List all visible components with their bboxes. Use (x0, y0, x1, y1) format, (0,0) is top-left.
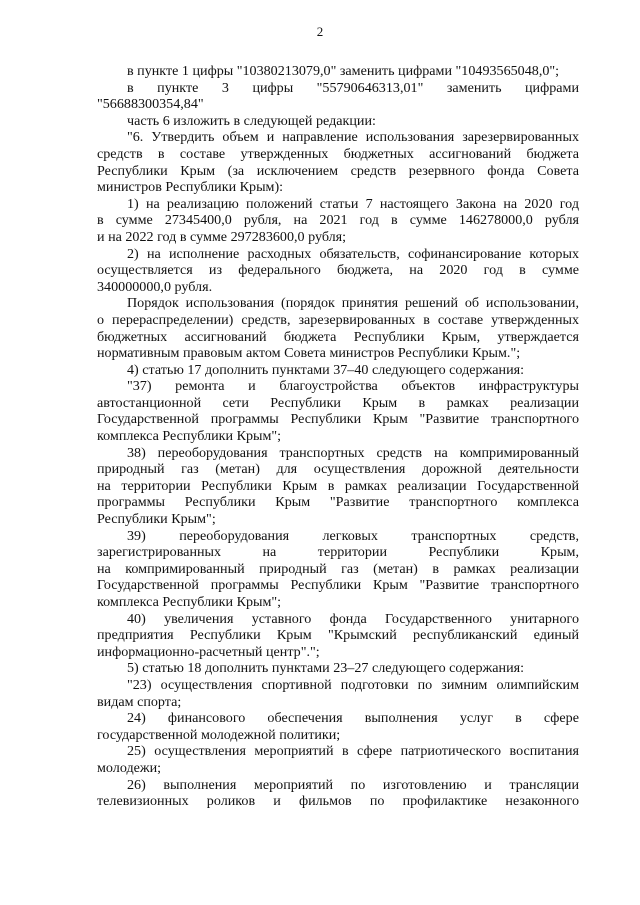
text-line: Республики Крым (за исключением средств резервного фонда Совета (97, 162, 579, 179)
text-line: бюджетных ассигнований бюджета Республики Крым, утверждается (97, 328, 579, 345)
text-line: природный газ (метан) для осуществления дорожной деятельности (97, 461, 579, 478)
text-line: на компримированный природный газ (метан) в рамках реализации (97, 560, 579, 577)
text-line: государственной молодежной политики; (97, 726, 341, 743)
text-line: 26) выполнения мероприятий по изготовлению и трансляции (127, 776, 579, 793)
text-line: на территории Республики Крым в рамках реализации Государственной (97, 477, 579, 494)
text-line: видам спорта; (97, 693, 182, 710)
text-line: программы Республики Крым "Развитие транспортного комплекса (97, 494, 579, 511)
text-line: автостанционной сети Республики Крым в рамках реализации (97, 394, 579, 411)
text-line: министров Республики Крым): (97, 179, 284, 196)
text-line: 1) на реализацию положений статьи 7 настоящего Закона на 2020 год (127, 195, 579, 212)
text-line: Порядок использования (порядок принятия решений об использовании, (127, 295, 579, 312)
text-line: 25) осуществления мероприятий в сфере патриотического воспитания (127, 743, 579, 760)
text-line: часть 6 изложить в следующей редакции: (127, 112, 376, 129)
text-line: комплекса Республики Крым"; (97, 428, 282, 445)
document-body (97, 63, 579, 810)
page-number: 2 (316, 24, 324, 39)
text-line: зарегистрированных на территории Республики Крым, (97, 544, 579, 561)
text-line: 24) финансового обеспечения выполнения услуг в сфере (127, 710, 579, 727)
text-line: "56688300354,84" (97, 96, 204, 113)
text-line: в пункте 1 цифры "10380213079,0" заменить цифрами "10493565048,0"; (127, 63, 560, 79)
text-line: о перераспределении) средств, зарезервированных в составе утвержденных (97, 311, 579, 328)
text-line: 4) статью 17 дополнить пунктами 37–40 следующего содержания: (127, 361, 525, 378)
text-line: молодежи; (97, 759, 162, 776)
text-line: комплекса Республики Крым"; (97, 594, 282, 610)
text-line: "37) ремонта и благоустройства объектов инфраструктуры (127, 378, 579, 395)
text-line: 340000000,0 рубля. (97, 278, 213, 295)
text-line: 5) статью 18 дополнить пунктами 23–27 следующего содержания: (127, 660, 525, 677)
text-line: предприятия Республики Крым "Крымский республиканский единый (97, 627, 579, 644)
text-line: осуществляется из федерального бюджета, на 2020 год в сумме (97, 262, 579, 279)
text-line: 2) на исполнение расходных обязательств, софинансирование которых (127, 245, 579, 262)
text-line: 40) увеличения уставного фонда Государственного унитарного (127, 610, 579, 627)
text-line: Государственной программы Республики Крым "Развитие транспортного (97, 411, 579, 428)
text-line: средств в составе утвержденных бюджетных ассигнований бюджета (97, 145, 579, 162)
text-line: Государственной программы Республики Крым "Развитие транспортного (97, 577, 579, 594)
text-line: "6. Утвердить объем и направление использования зарезервированных (127, 129, 579, 146)
text-line: 38) переоборудования транспортных средств на компримированный (127, 444, 579, 461)
text-line: нормативным правовым актом Совета министров Республики Крым."; (97, 345, 521, 362)
text-line: телевизионных роликов и фильмов по профилактике незаконного (97, 793, 579, 810)
text-line: в пункте 3 цифры "55790646313,01" заменить цифрами (127, 79, 579, 96)
text-line: Республики Крым"; (97, 511, 216, 528)
text-line: информационно-расчетный центр"."; (97, 643, 320, 660)
text-line: 39) переоборудования легковых транспортных средств, (127, 527, 579, 544)
text-line: и на 2022 год в сумме 297283600,0 рубля; (97, 228, 347, 245)
text-line: в сумме 27345400,0 рубля, на 2021 год в сумме 146278000,0 рубля (97, 212, 579, 229)
text-line: "23) осуществления спортивной подготовки по зимним олимпийским (127, 676, 579, 693)
